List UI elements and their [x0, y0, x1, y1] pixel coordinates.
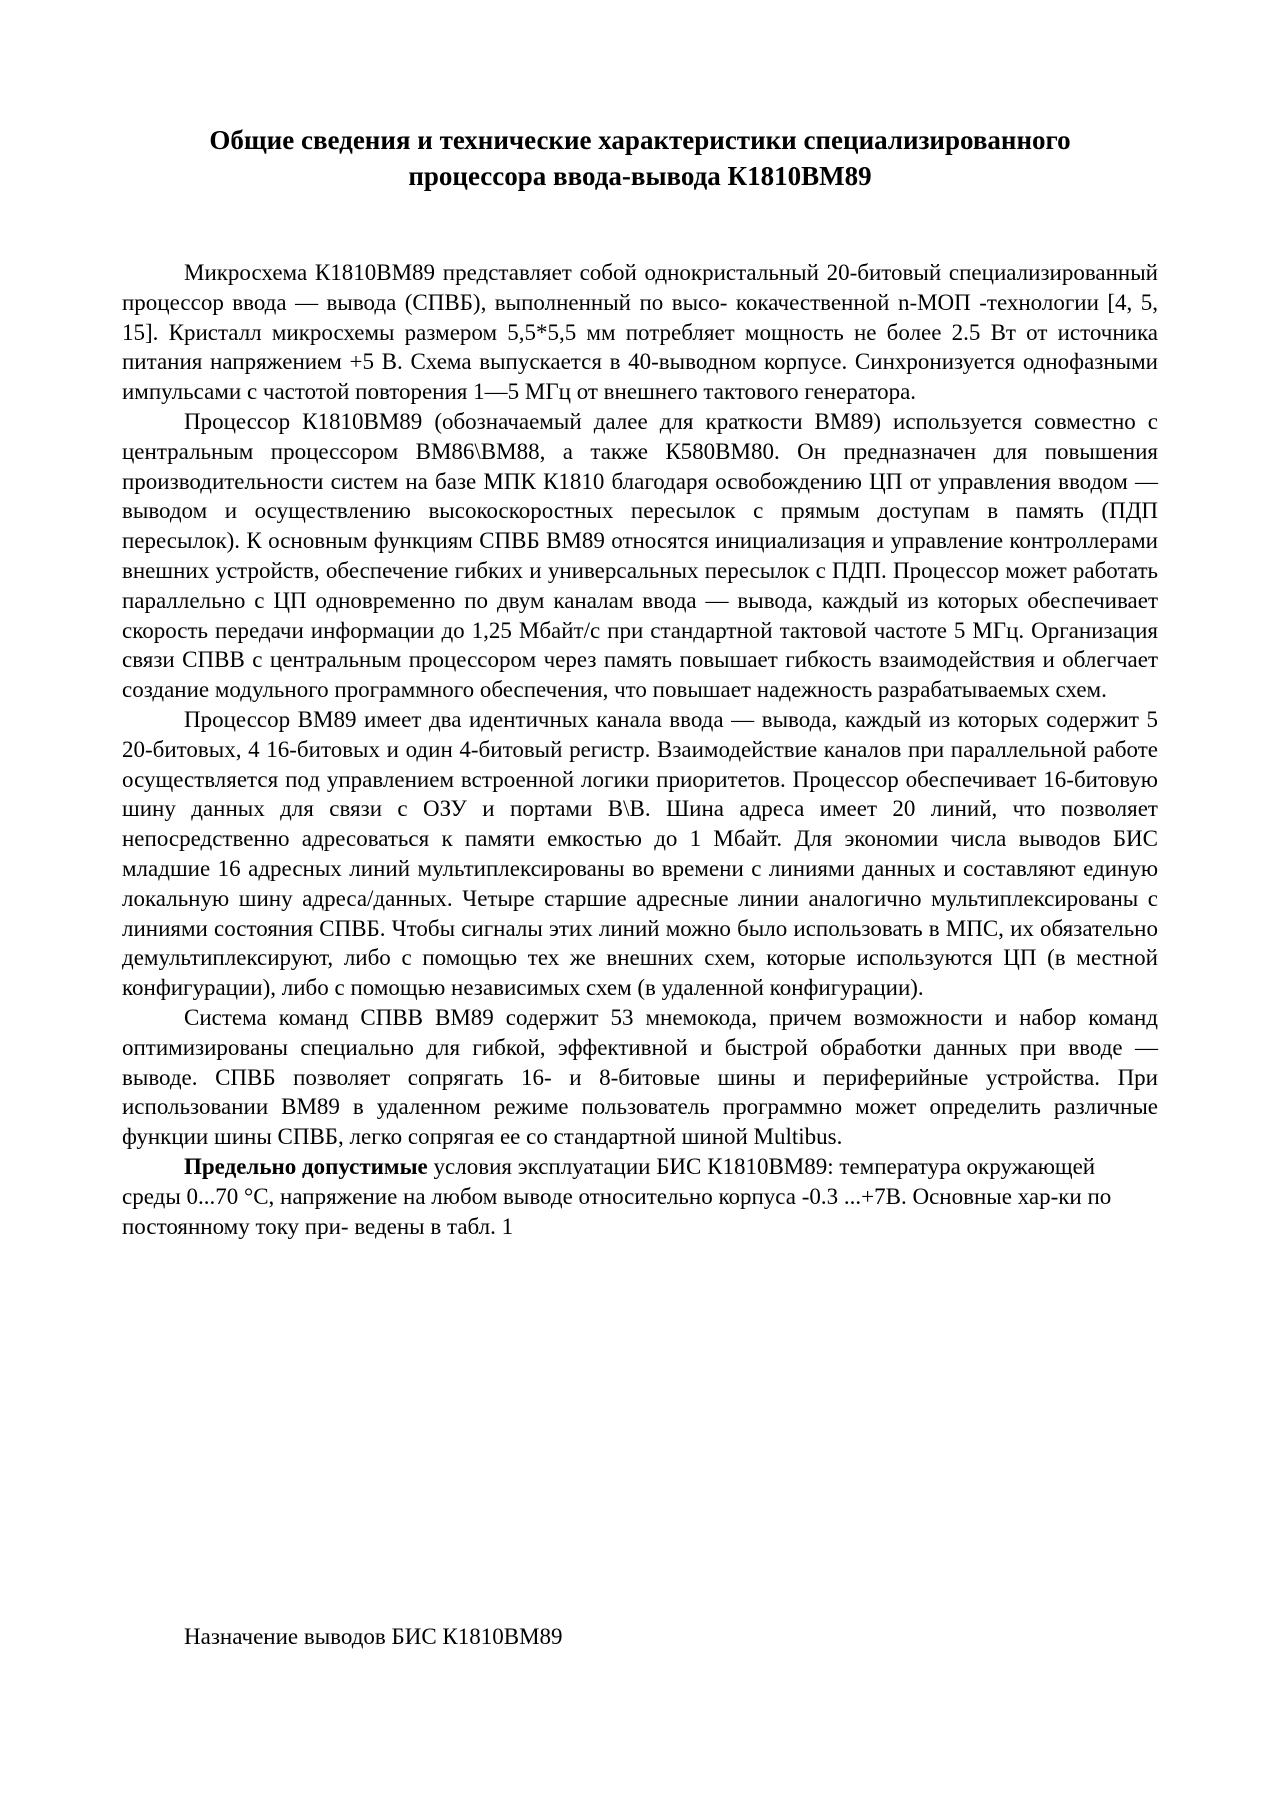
- paragraph-purpose: Процессор К1810ВМ89 (обозначаемый далее для краткости ВМ89) используется совместно с центральным процессором ВМ86\ВМ88, а также К580ВМ80. Он предназначен для повышения производительности систем на базе МПК К1810 благодаря освобождению ЦП от управления вводом — выводом и осуществлению высокоскоростных пересылок с прямым доступам в память (ПДП пересылок). К основным функциям СПВБ ВМ89 относятся инициализация и управление контроллерами внешних устройств, обеспечение гибких и универсальных пересылок с ПДП. Процессор может работать параллельно с ЦП одновременно по двум каналам ввода — вывода, каждый из которых обеспечивает скорость передачи информации до 1,25 Мбайт/с при стандартной тактовой частоте 5 МГц. Организация связи СПВВ с центральным процессором через память повышает гибкость взаимодействия и облегчает создание модульного программного обеспечения, что повышает надежность разрабатываемых схем.: [122, 408, 1158, 703]
- paragraph-intro: Микросхема К1810ВМ89 представляет собой однокристальный 20-битовый специализированный процессор ввода — вывода (СПВБ), выполненный по высо- кокачественной n-МОП -технологии [4, 5, 15]. Кристалл микросхемы размером 5,5*5,5 мм потребляет мощность не более 2.5 Вт от источника питания напряжением +5 В. Схема выпускается в 40-выводном корпусе. Синхронизуется однофазными импульсами с частотой повторения 1—5 МГц от внешнего тактового генератора.: [122, 260, 1158, 405]
- paragraph-channels: Процессор ВМ89 имеет два идентичных канала ввода — вывода, каждый из которых содержит 5 20-битовых, 4 16-битовых и один 4-битовый регистр. Взаимодействие каналов при параллельной работе осуществляется под управлением встроенной логики приоритетов. Процессор обеспечивает 16-битовую шину данных для связи с ОЗУ и портами В\В. Шина адреса имеет 20 линий, что позволяет непосредственно адресоваться к памяти емкостью до 1 Мбайт. Для экономии числа выводов БИС младшие 16 адресных линий мультиплексированы во времени с линиями данных и составляют единую локальную шину адреса/данных. Четыре старшие адресные линии аналогично мультиплексированы с линиями состояния СПВБ. Чтобы сигналы этих линий можно было использовать в МПС, их обязательно демультиплексируют, либо с помощью тех же внешних схем, которые используются ЦП (в местной конфигурации), либо с помощью независимых схем (в удаленной конфигурации).: [122, 706, 1158, 1001]
- paragraph-limits: [122, 1152, 1158, 1241]
- limits-bold-term: Предельно допустимые: [184, 1153, 428, 1179]
- title-line-2: процессора ввода-вывода К1810ВМ89: [408, 161, 872, 191]
- document-title: [122, 122, 1158, 194]
- limits-text: условия эксплуатации БИС К1810ВМ89: температура окружающей среды 0...70 °С, напряжение на любом выводе относительно корпуса -0.3 ...+7В. Основные хар-ки по постоянному току при- ведены в табл. 1: [122, 1153, 1112, 1239]
- pinout-caption: Назначение выводов БИС К1810ВМ89: [184, 1624, 563, 1649]
- title-line-1: Общие сведения и технические характеристики специализированного: [209, 125, 1071, 155]
- document-body: [122, 258, 1158, 1241]
- paragraph-instruction-set: Система команд СПВВ ВМ89 содержит 53 мнемокода, причем возможности и набор команд оптимизированы специально для гибкой, эффективной и быстрой обработки данных при вводе — выводе. СПВБ позволяет сопрягать 16- и 8-битовые шины и периферийные устройства. При использовании ВМ89 в удаленном режиме пользователь программно может определить различные функции шины СПВБ, легко сопрягая ее со стандартной шиной Multibus.: [122, 1004, 1158, 1150]
